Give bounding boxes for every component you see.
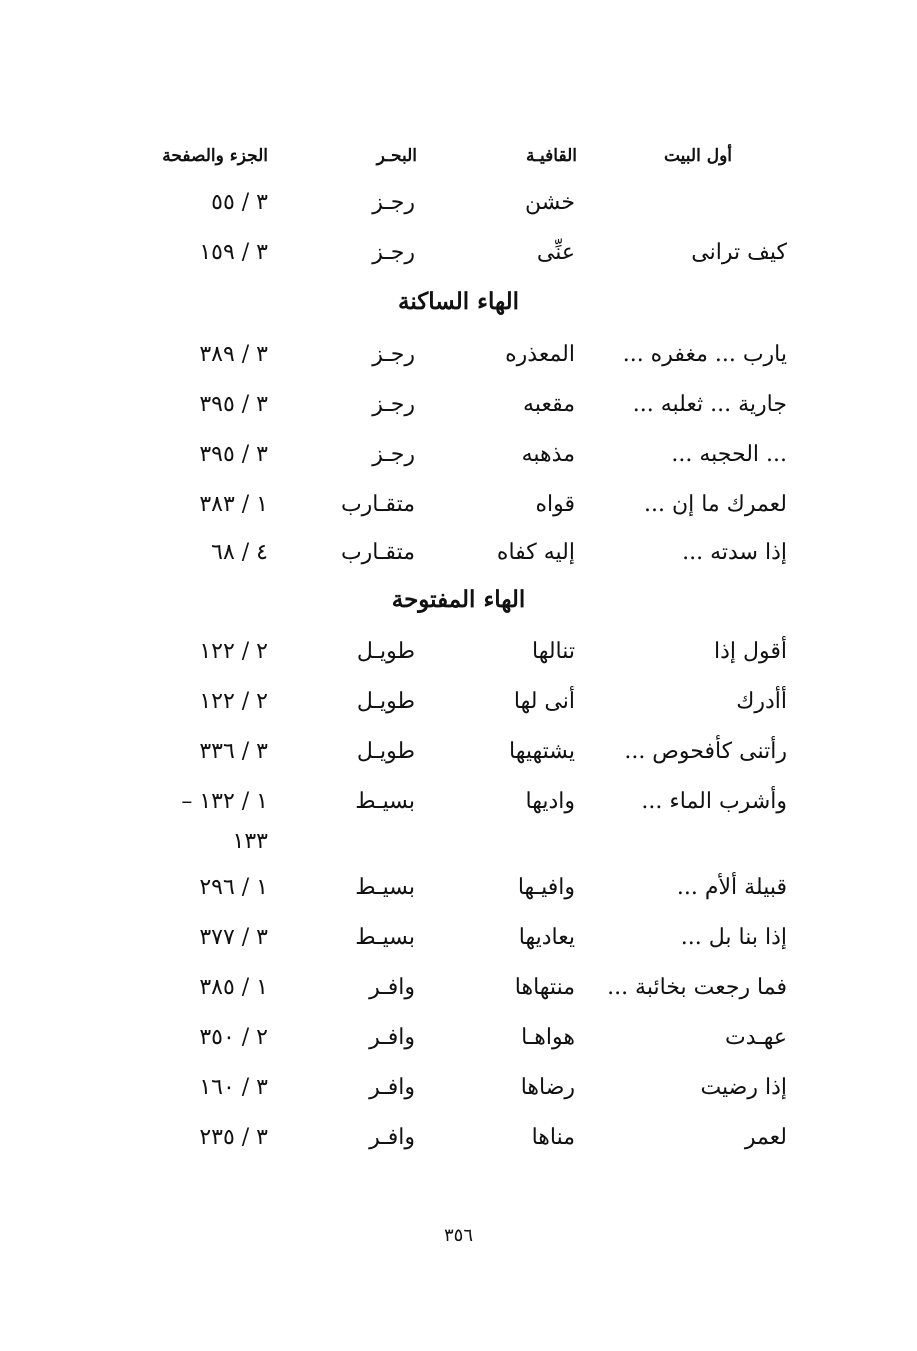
- rhyme-cell: قواه: [535, 492, 575, 517]
- rhyme-cell: إليه كفاه: [496, 540, 575, 565]
- first-line-cell: فما رجعت بخائبة ...: [607, 975, 787, 1000]
- meter-cell: وافـر: [369, 1125, 415, 1150]
- meter-cell: طويـل: [356, 639, 415, 664]
- first-line-cell: أقول إذا: [714, 639, 787, 664]
- meter-cell: بسيـط: [355, 925, 415, 950]
- page-ref-cell: ٣ / ٣٣٦: [199, 739, 268, 764]
- header-first-line: أول البيت: [663, 146, 732, 166]
- first-line-cell: رأتنى كأفحوص ...: [624, 739, 787, 764]
- rhyme-cell: مناها: [531, 1125, 575, 1150]
- first-line-cell: إذا بنا بل ...: [680, 925, 787, 950]
- page-ref-cell: ٣ / ٣٩٥: [199, 442, 268, 467]
- rhyme-cell: المعذره: [505, 342, 575, 367]
- page-ref-cell: ٤ / ٦٨: [211, 540, 268, 565]
- meter-cell: متقـارب: [340, 492, 415, 517]
- page-ref-cell: ٢ / ٣٥٠: [199, 1025, 268, 1050]
- page-ref-cell: ٣ / ١٥٩: [199, 240, 268, 265]
- first-line-cell: عهـدت: [725, 1025, 787, 1050]
- rhyme-cell: يشتهيها: [508, 739, 575, 764]
- meter-cell: رجـز: [372, 442, 415, 467]
- rhyme-cell: هواهـا: [521, 1025, 575, 1050]
- section-heading: الهاء المفتوحة: [391, 586, 526, 613]
- meter-cell: رجـز: [372, 342, 415, 367]
- first-line-cell: جارية ... ثعلبه ...: [632, 392, 787, 417]
- page-ref-cell: ٢ / ١٢٢: [199, 689, 268, 714]
- rhyme-cell: أنى لها: [513, 689, 575, 714]
- meter-cell: وافـر: [369, 1075, 415, 1100]
- page-number: ٣٥٦: [443, 1225, 473, 1246]
- first-line-cell: وأشرب الماء ...: [641, 789, 787, 814]
- rhyme-cell: منتهاها: [514, 975, 575, 1000]
- page-ref-cell: ١ / ٢٩٦: [199, 875, 268, 900]
- page-ref-cell: ٣ / ٣٨٩: [199, 342, 268, 367]
- rhyme-cell: مقعبه: [523, 392, 575, 417]
- first-line-cell: إذا رضيت: [700, 1075, 787, 1100]
- first-line-cell: إذا سدته ...: [682, 540, 787, 565]
- meter-cell: رجـز: [372, 392, 415, 417]
- first-line-cell: كيف ترانى: [691, 240, 787, 265]
- rhyme-cell: تنالها: [531, 639, 575, 664]
- page-ref-cell: ٣ / ٣٩٥: [199, 392, 268, 417]
- meter-cell: وافـر: [369, 1025, 415, 1050]
- rhyme-cell: واديها: [525, 789, 575, 814]
- page-ref-cell: ٣ / ٥٥: [211, 190, 268, 215]
- meter-cell: طويـل: [356, 739, 415, 764]
- meter-cell: بسيـط: [355, 875, 415, 900]
- rhyme-cell: مذهبه: [521, 442, 575, 467]
- first-line-cell: أأدرك: [736, 689, 787, 714]
- meter-cell: رجـز: [372, 240, 415, 265]
- page-ref-cell: ١ / ٣٨٣: [199, 492, 268, 517]
- meter-cell: متقـارب: [340, 540, 415, 565]
- page-ref-cell: ١ / ٣٨٥: [199, 975, 268, 1000]
- first-line-cell: ... الحجبه ...: [671, 442, 787, 467]
- first-line-cell: لعمر: [744, 1125, 787, 1150]
- rhyme-cell: يعاديها: [518, 925, 575, 950]
- header-meter: البحـر: [376, 146, 417, 166]
- page-ref-cell: ٢ / ١٢٢: [199, 639, 268, 664]
- first-line-cell: يارب ... مغفره ...: [622, 342, 787, 367]
- meter-cell: وافـر: [369, 975, 415, 1000]
- first-line-cell: لعمرك ما إن ...: [643, 492, 787, 517]
- meter-cell: بسيـط: [355, 789, 415, 814]
- rhyme-cell: وافيـها: [517, 875, 575, 900]
- page-ref-continuation: ١٣٣: [232, 829, 268, 854]
- meter-cell: طويـل: [356, 689, 415, 714]
- page-ref-cell: ٣ / ٢٣٥: [199, 1125, 268, 1150]
- rhyme-cell: رضاها: [520, 1075, 575, 1100]
- first-line-cell: قبيلة ألأم ...: [676, 875, 787, 900]
- rhyme-cell: خشن: [525, 190, 575, 215]
- page-ref-cell: ٣ / ١٦٠: [199, 1075, 268, 1100]
- header-rhyme: القافيـة: [525, 146, 577, 166]
- page-ref-cell: ١ / ١٣٢ –: [181, 789, 268, 814]
- page-ref-cell: ٣ / ٣٧٧: [199, 925, 268, 950]
- header-volume-page: الجزء والصفحة: [162, 146, 268, 166]
- rhyme-cell: عنِّى: [536, 240, 575, 265]
- meter-cell: رجـز: [372, 190, 415, 215]
- section-heading: الهاء الساكنة: [398, 288, 519, 315]
